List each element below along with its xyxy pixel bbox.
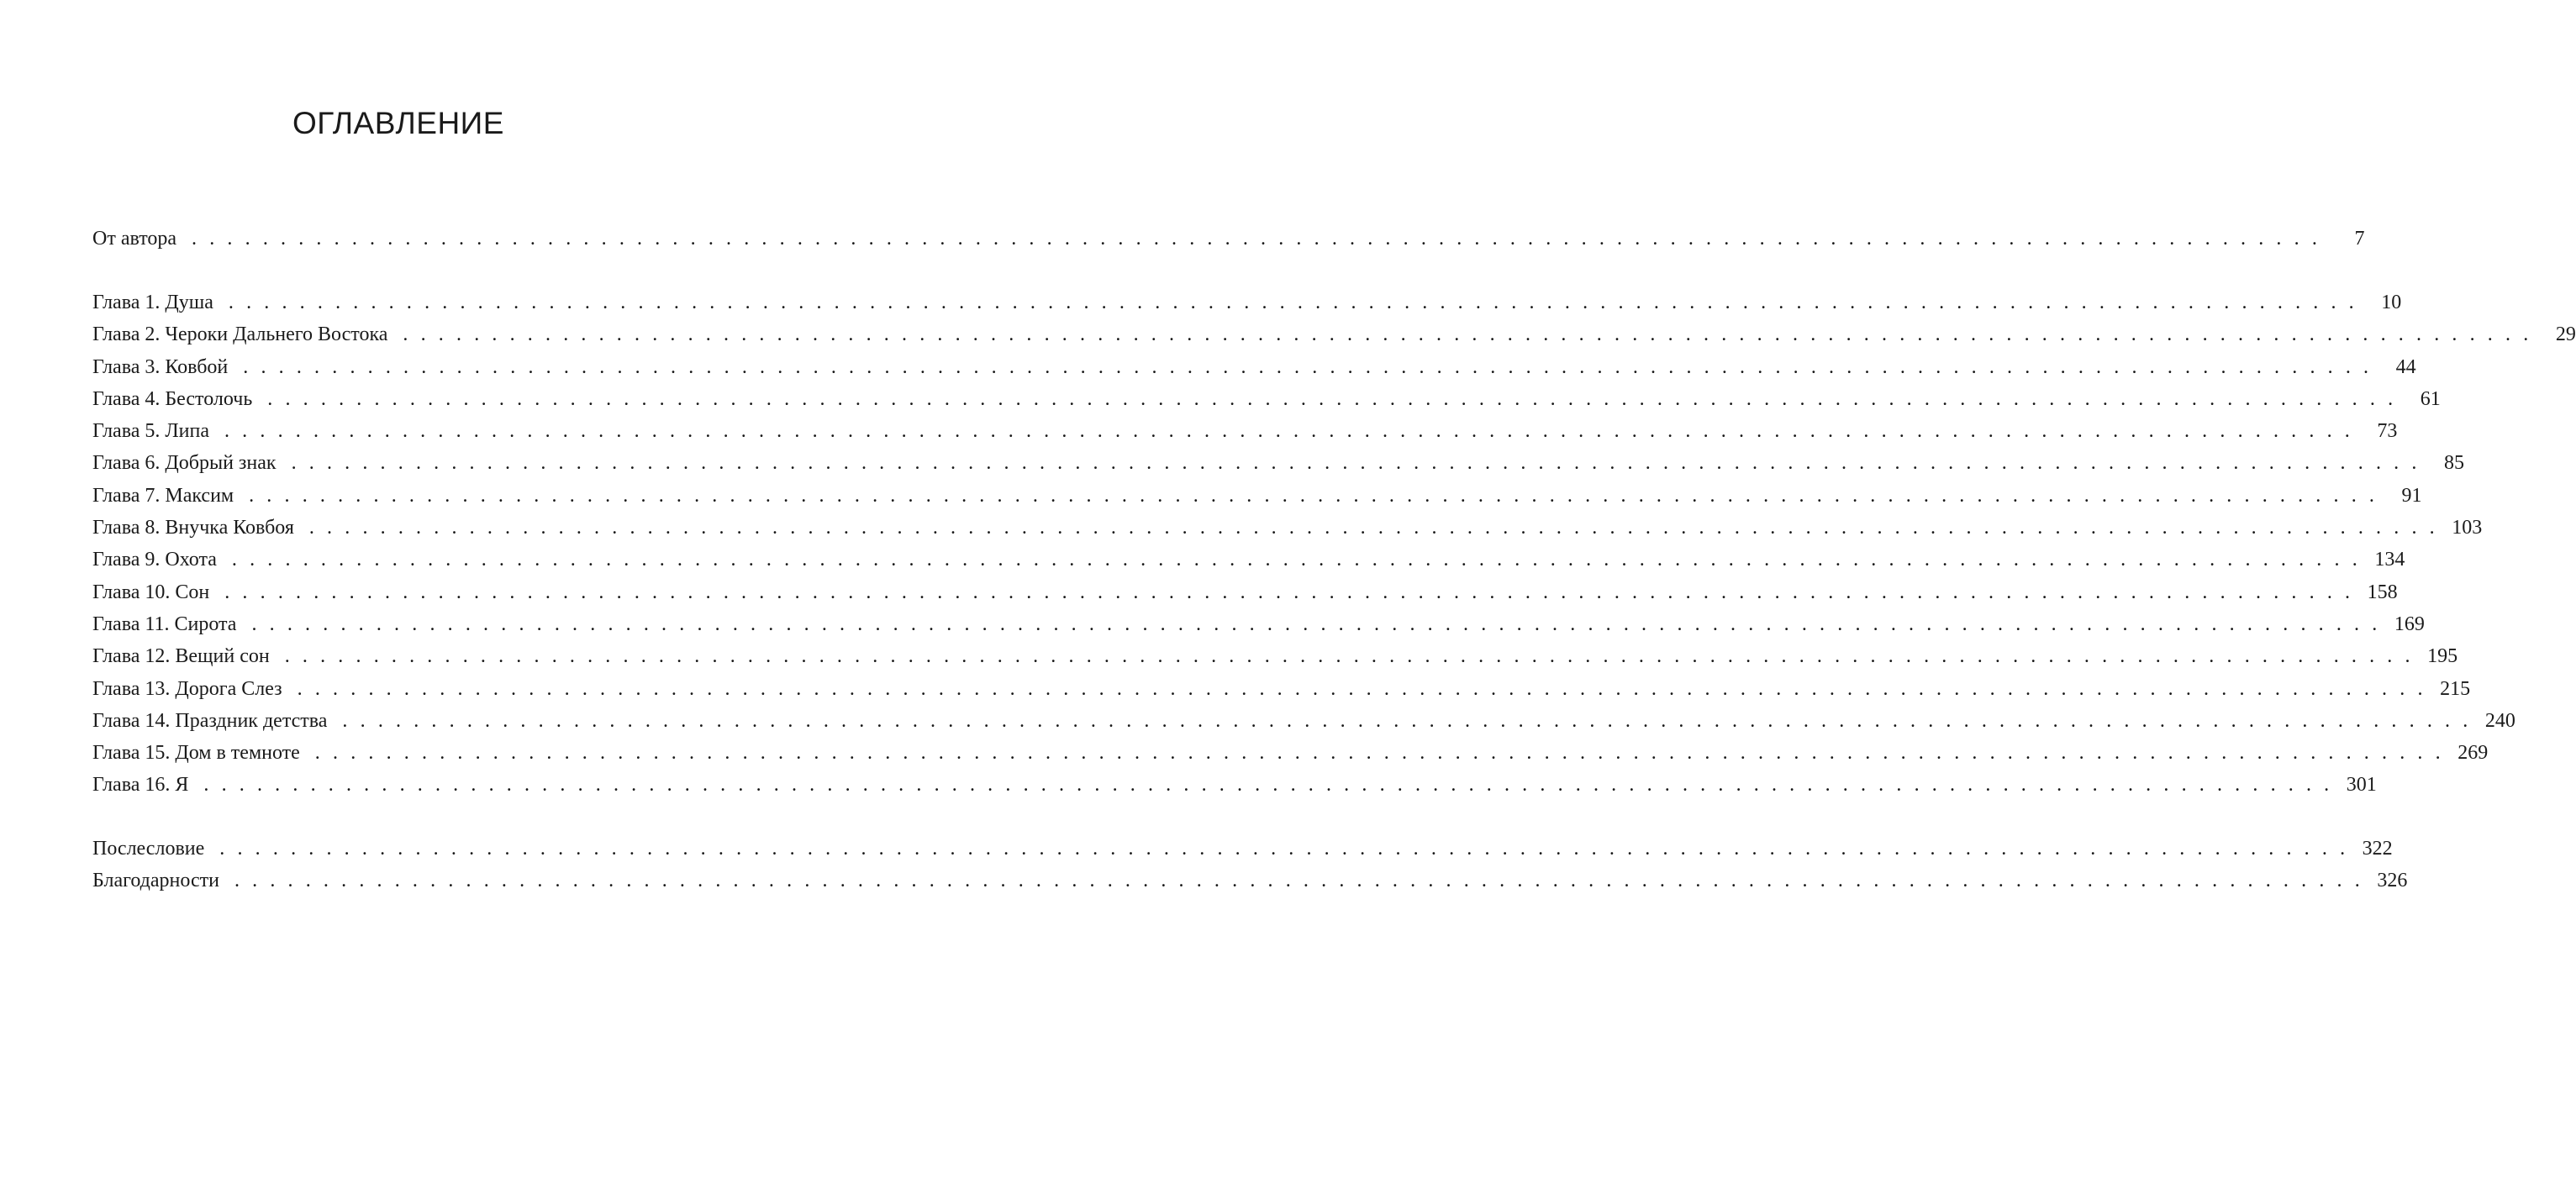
dot-leader: . . . . . . . . . . . . . . . . . . . . . . . . . . . . . . . . . . . . . . . . . . . . . . . . . . . . . . . . . . . . . . . . . . . . . . . . . . . . . . . . . . . . . . . . . . . . . . . . . . . . . . . . . . . . . . . . . . . . . . . . <box>342 709 2472 732</box>
toc-entry-title: Глава 1. Душа <box>92 292 213 313</box>
toc-entry-title: Глава 2. Чероки Дальнего Востока <box>92 323 388 346</box>
toc-entry <box>92 576 2398 608</box>
dot-leader: . . . . . . . . . . . . . . . . . . . . . . . . . . . . . . . . . . . . . . . . . . . . . . . . . . . . . . . . . . . . . . . . . . . . . . . . . . . . . . . . . . . . . . . . . . . . . . . . . . . . . . . . . . . . . . . . . . . . . . . . <box>224 581 2354 603</box>
toc-entry-page-number: 240 <box>2484 709 2515 732</box>
toc-entry-page-number: 91 <box>2401 484 2422 507</box>
dot-leader: . . . . . . . . . . . . . . . . . . . . . . . . . . . . . . . . . . . . . . . . . . . . . . . . . . . . . . . . . . . . . . . . . . . . . . . . . . . . . . . . . . . . . . . . . . . . . . . . . . . . . . . . . . . . . . . . . . . . . . . . <box>228 292 2358 313</box>
toc-entry <box>92 673 2471 705</box>
toc-entry-page-number: 169 <box>2394 613 2425 635</box>
toc-entry <box>92 480 2422 512</box>
toc-entry <box>92 415 2398 447</box>
toc-entry-page-number: 73 <box>2377 420 2398 443</box>
toc-entry <box>92 447 2464 479</box>
toc-entry <box>92 383 2441 415</box>
toc-group-preface <box>92 223 2365 255</box>
toc-entry-page-number: 85 <box>2443 452 2464 475</box>
toc-entry <box>92 833 2393 865</box>
toc-entry-page-number: 322 <box>2362 838 2393 860</box>
toc-entry-title: Глава 15. Дом в темноте <box>92 742 300 765</box>
dot-leader: . . . . . . . . . . . . . . . . . . . . . . . . . . . . . . . . . . . . . . . . . . . . . . . . . . . . . . . . . . . . . . . . . . . . . . . . . . . . . . . . . . . . . . . . . . . . . . . . . . . . . . . . . . . . . . . . . . . . . . . . <box>314 742 2445 765</box>
toc-entry <box>92 287 2402 318</box>
toc-entry-title: Послесловие <box>92 838 205 860</box>
dot-leader: . . . . . . . . . . . . . . . . . . . . . . . . . . . . . . . . . . . . . . . . . . . . . . . . . . . . . . . . . . . . . . . . . . . . . . . . . . . . . . . . . . . . . . . . . . . . . . . . . . . . . . . . . . . . . . . . . . . . . . . . <box>219 838 2349 860</box>
dot-leader: . . . . . . . . . . . . . . . . . . . . . . . . . . . . . . . . . . . . . . . . . . . . . . . . . . . . . . . . . . . . . . . . . . . . . . . . . . . . . . . . . . . . . . . . . . . . . . . . . . . . . . . . . . . . . . . . . . . . . . . . <box>243 355 2373 378</box>
toc-entry-title: Глава 10. Сон <box>92 581 210 603</box>
toc-entry-title: Глава 4. Бестолочь <box>92 387 253 410</box>
toc-entry-title: Глава 7. Максим <box>92 484 234 507</box>
toc-entry-title: Глава 13. Дорога Слез <box>92 677 282 700</box>
toc-entry-title: Глава 8. Внучка Ковбоя <box>92 517 294 539</box>
toc-entry-page-number: 269 <box>2457 742 2489 765</box>
toc-entry-title: Глава 11. Сирота <box>92 613 237 635</box>
toc-entry-page-number: 158 <box>2367 581 2398 603</box>
dot-leader: . . . . . . . . . . . . . . . . . . . . . . . . . . . . . . . . . . . . . . . . . . . . . . . . . . . . . . . . . . . . . . . . . . . . . . . . . . . . . . . . . . . . . . . . . . . . . . . . . . . . . . . . . . . . . . . . . . . . . . . . <box>203 774 2333 797</box>
toc-entry <box>92 769 2377 801</box>
dot-leader: . . . . . . . . . . . . . . . . . . . . . . . . . . . . . . . . . . . . . . . . . . . . . . . . . . . . . . . . . . . . . . . . . . . . . . . . . . . . . . . . . . . . . . . . . . . . . . . . . . . . . . . . . . . . . . . . . . . . . . . . <box>267 387 2397 410</box>
dot-leader: . . . . . . . . . . . . . . . . . . . . . . . . . . . . . . . . . . . . . . . . . . . . . . . . . . . . . . . . . . . . . . . . . . . . . . . . . . . . . . . . . . . . . . . . . . . . . . . . . . . . . . . . . . . . . . . . . . . . . . . . <box>224 420 2354 443</box>
toc-entry-title: Глава 5. Липа <box>92 420 209 443</box>
toc-entry <box>92 318 2576 350</box>
toc-entry <box>92 608 2425 640</box>
toc-entry <box>92 865 2408 897</box>
dot-leader: . . . . . . . . . . . . . . . . . . . . . . . . . . . . . . . . . . . . . . . . . . . . . . . . . . . . . . . . . . . . . . . . . . . . . . . . . . . . . . . . . . . . . . . . . . . . . . . . . . . . . . . . . . . . . . . . . . . . . . . . <box>308 517 2439 539</box>
toc-entry-page-number: 195 <box>2427 645 2458 668</box>
toc-entry-page-number: 326 <box>2377 870 2408 892</box>
toc-entry-page-number: 10 <box>2381 292 2402 313</box>
toc-entry <box>92 512 2483 544</box>
toc-entry-title: Глава 3. Ковбой <box>92 355 229 378</box>
dot-leader: . . . . . . . . . . . . . . . . . . . . . . . . . . . . . . . . . . . . . . . . . . . . . . . . . . . . . . . . . . . . . . . . . . . . . . . . . . . . . . . . . . . . . . . . . . . . . . . . . . . . . . . . . . . . . . . . . . . . . . . . <box>291 452 2421 475</box>
toc-entry-title: Глава 6. Добрый знак <box>92 452 277 475</box>
toc-entry-page-number: 44 <box>2395 355 2416 378</box>
toc-entry-title: От автора <box>92 228 177 250</box>
dot-leader: . . . . . . . . . . . . . . . . . . . . . . . . . . . . . . . . . . . . . . . . . . . . . . . . . . . . . . . . . . . . . . . . . . . . . . . . . . . . . . . . . . . . . . . . . . . . . . . . . . . . . . . . . . . . . . . . . . . . . . . . <box>403 323 2532 346</box>
toc-entry-page-number: 134 <box>2374 549 2405 571</box>
toc-entry-title: Благодарности <box>92 870 219 892</box>
page-title: ОГЛАВЛЕНИЕ <box>292 106 504 140</box>
toc-entry-page-number: 215 <box>2440 677 2471 700</box>
dot-leader: . . . . . . . . . . . . . . . . . . . . . . . . . . . . . . . . . . . . . . . . . . . . . . . . . . . . . . . . . . . . . . . . . . . . . . . . . . . . . . . . . . . . . . . . . . . . . . . . . . . . . . . . . . . . . . . . . . . . . . . . <box>251 613 2381 635</box>
dot-leader: . . . . . . . . . . . . . . . . . . . . . . . . . . . . . . . . . . . . . . . . . . . . . . . . . . . . . . . . . . . . . . . . . . . . . . . . . . . . . . . . . . . . . . . . . . . . . . . . . . . . . . . . . . . . . . . . . . . . . . . . <box>231 549 2362 571</box>
toc-group-chapters <box>92 287 2576 802</box>
dot-leader: . . . . . . . . . . . . . . . . . . . . . . . . . . . . . . . . . . . . . . . . . . . . . . . . . . . . . . . . . . . . . . . . . . . . . . . . . . . . . . . . . . . . . . . . . . . . . . . . . . . . . . . . . . . . . . . . . . . . . . . . <box>234 870 2364 892</box>
dot-leader: . . . . . . . . . . . . . . . . . . . . . . . . . . . . . . . . . . . . . . . . . . . . . . . . . . . . . . . . . . . . . . . . . . . . . . . . . . . . . . . . . . . . . . . . . . . . . . . . . . . . . . . . . . . . . . . . . . . . . . . . <box>192 228 2321 250</box>
toc-entry <box>92 544 2405 576</box>
dot-leader: . . . . . . . . . . . . . . . . . . . . . . . . . . . . . . . . . . . . . . . . . . . . . . . . . . . . . . . . . . . . . . . . . . . . . . . . . . . . . . . . . . . . . . . . . . . . . . . . . . . . . . . . . . . . . . . . . . . . . . . . <box>249 484 2378 507</box>
toc-entry-page-number: 29 <box>2555 323 2576 346</box>
toc-entry <box>92 640 2458 672</box>
toc-entry-title: Глава 16. Я <box>92 774 189 797</box>
dot-leader: . . . . . . . . . . . . . . . . . . . . . . . . . . . . . . . . . . . . . . . . . . . . . . . . . . . . . . . . . . . . . . . . . . . . . . . . . . . . . . . . . . . . . . . . . . . . . . . . . . . . . . . . . . . . . . . . . . . . . . . . <box>284 645 2415 668</box>
toc-entry-page-number: 103 <box>2452 517 2483 539</box>
toc-entry-title: Глава 9. Охота <box>92 549 217 571</box>
toc-entry <box>92 351 2416 383</box>
toc-entry <box>92 705 2515 737</box>
toc-group-afterword <box>92 833 2408 897</box>
toc-entry-page-number: 301 <box>2346 774 2377 797</box>
dot-leader: . . . . . . . . . . . . . . . . . . . . . . . . . . . . . . . . . . . . . . . . . . . . . . . . . . . . . . . . . . . . . . . . . . . . . . . . . . . . . . . . . . . . . . . . . . . . . . . . . . . . . . . . . . . . . . . . . . . . . . . . <box>297 677 2427 700</box>
toc-entry-title: Глава 12. Вещий сон <box>92 645 270 668</box>
toc-entry <box>92 737 2489 769</box>
toc-entry <box>92 223 2365 255</box>
toc-entry-page-number: 61 <box>2420 387 2441 410</box>
toc-entry-title: Глава 14. Праздник детства <box>92 709 328 732</box>
toc-entry-page-number: 7 <box>2354 228 2365 250</box>
